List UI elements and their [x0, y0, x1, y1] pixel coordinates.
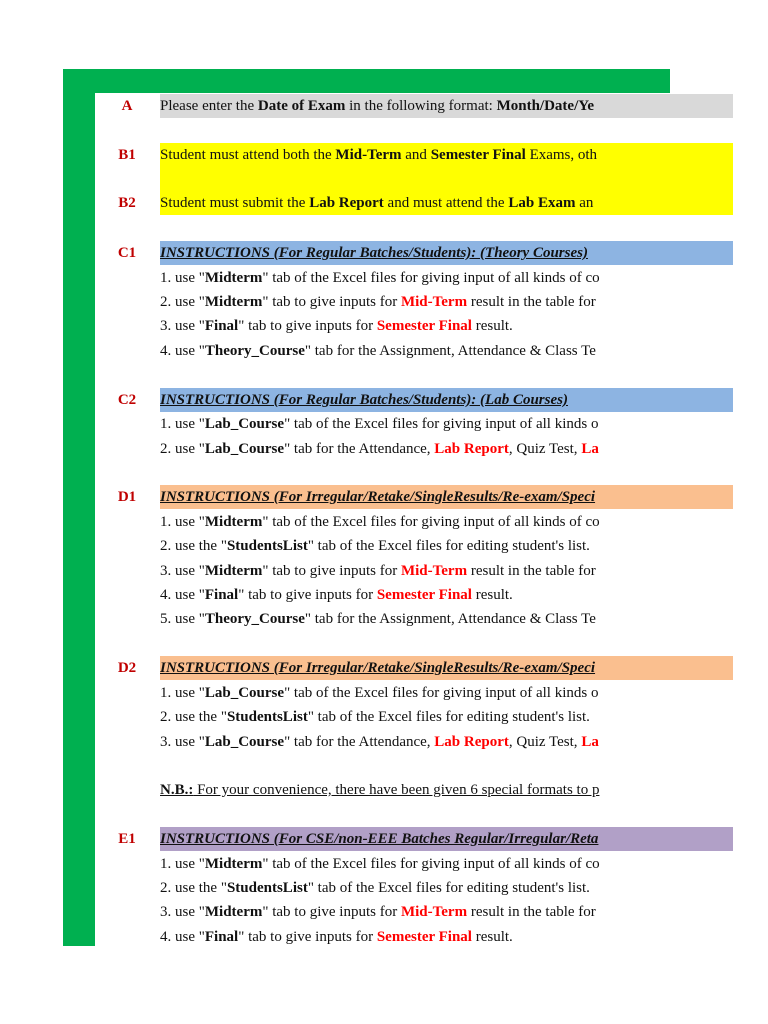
- attendance-rule-lab-segment: an: [575, 195, 594, 211]
- e1-step-2-segment: StudentsList: [226, 880, 308, 896]
- d1-step-3-segment: Midterm: [204, 563, 263, 579]
- d1-step-2: [160, 534, 670, 558]
- attendance-rule-lab: [160, 191, 733, 215]
- d2-step-1: [160, 681, 670, 705]
- special-formats-note: [160, 778, 670, 802]
- d1-step-2-segment: StudentsList: [226, 538, 308, 554]
- sheet-left-border: [63, 69, 95, 946]
- d2-section-header: [160, 656, 733, 680]
- c1-step-2-segment: " tab to give inputs for: [262, 294, 401, 310]
- attendance-rule-theory-text-segment: Exams, oth: [525, 147, 598, 163]
- d2-step-1-segment: Lab_Course: [204, 685, 285, 701]
- d1-step-4: [160, 583, 670, 607]
- d1-step-1-segment: Midterm: [204, 514, 263, 530]
- d1-step-4-segment: Semester Final: [376, 587, 472, 603]
- date-format-instruction-segment: Date of Exam: [257, 98, 346, 114]
- c1-step-2-segment: 2. use ": [160, 294, 205, 310]
- date-format-instruction-segment: in the following format:: [345, 98, 497, 114]
- d1-step-5-segment: Theory_Course: [204, 611, 305, 627]
- d1-section-header-segment: INSTRUCTIONS (For Irregular/Retake/SingleResults/Re-exam/Speci: [160, 489, 596, 505]
- d1-step-5: [160, 607, 670, 631]
- attendance-rule-lab-segment: Lab Report: [309, 195, 384, 211]
- row-code-e1: E1: [118, 831, 136, 847]
- attendance-rule-theory-text-segment: Semester Final: [430, 147, 526, 163]
- attendance-rule-theory-text-segment: and: [401, 147, 431, 163]
- e1-step-4-segment: " tab to give inputs for: [238, 929, 377, 945]
- date-format-instruction: [160, 94, 733, 118]
- attendance-rule-theory-text-segment: Mid-Term: [335, 147, 402, 163]
- d1-step-1-segment: " tab of the Excel files for giving input of all kinds of co: [262, 514, 600, 530]
- d2-step-3-segment: 3. use ": [160, 734, 205, 750]
- d1-step-3-segment: " tab to give inputs for: [262, 563, 401, 579]
- d1-step-1: [160, 510, 670, 534]
- c1-step-2-segment: result in the table for: [467, 294, 596, 310]
- d2-step-3-segment: La: [581, 734, 599, 750]
- c1-step-4-segment: " tab for the Assignment, Attendance & Class Te: [304, 343, 596, 359]
- c2-step-2-segment: Lab Report: [434, 441, 509, 457]
- e1-step-3-segment: Mid-Term: [400, 904, 468, 920]
- d1-step-3-segment: 3. use ": [160, 563, 205, 579]
- e1-step-2-segment: " tab of the Excel files for editing student's list.: [307, 880, 590, 896]
- d2-step-2-segment: 2. use the ": [160, 709, 227, 725]
- c1-step-2-segment: Mid-Term: [400, 294, 468, 310]
- e1-step-4: [160, 925, 670, 949]
- e1-step-1-segment: " tab of the Excel files for giving input of all kinds of co: [262, 856, 600, 872]
- d1-step-4-segment: " tab to give inputs for: [238, 587, 377, 603]
- d1-step-5-segment: 5. use ": [160, 611, 205, 627]
- d1-step-1-segment: 1. use ": [160, 514, 205, 530]
- c1-step-3-segment: 3. use ": [160, 318, 205, 334]
- e1-step-3-segment: Midterm: [204, 904, 263, 920]
- c1-step-4-segment: 4. use ": [160, 343, 205, 359]
- e1-step-3-segment: " tab to give inputs for: [262, 904, 401, 920]
- e1-step-1-segment: 1. use ": [160, 856, 205, 872]
- c2-section-header-segment: INSTRUCTIONS (For Regular Batches/Students): (Lab Courses): [160, 392, 568, 408]
- d2-step-2-segment: " tab of the Excel files for editing student's list.: [307, 709, 590, 725]
- row-code-c1: C1: [117, 245, 137, 261]
- e1-step-1-segment: Midterm: [204, 856, 263, 872]
- c2-step-1-segment: 1. use ": [160, 416, 205, 432]
- d2-step-3: [160, 730, 670, 754]
- e1-step-3: [160, 900, 670, 924]
- c2-step-2-segment: 2. use ": [160, 441, 205, 457]
- c2-step-1-segment: Lab_Course: [204, 416, 285, 432]
- c2-step-1-segment: " tab of the Excel files for giving input of all kinds o: [284, 416, 599, 432]
- c2-step-2-segment: Lab_Course: [204, 441, 285, 457]
- d1-step-2-segment: 2. use the ": [160, 538, 227, 554]
- d1-step-5-segment: " tab for the Assignment, Attendance & Class Te: [304, 611, 596, 627]
- attendance-rule-lab-segment: Lab Exam: [508, 195, 576, 211]
- attendance-rule-theory-text: [160, 147, 597, 163]
- c1-step-1-segment: 1. use ": [160, 270, 205, 286]
- c2-section-header: [160, 388, 733, 412]
- d1-step-3-segment: result in the table for: [467, 563, 596, 579]
- c1-step-1-segment: " tab of the Excel files for giving input of all kinds of co: [262, 270, 600, 286]
- d2-step-3-segment: , Quiz Test,: [508, 734, 582, 750]
- d2-step-1-segment: " tab of the Excel files for giving input of all kinds o: [284, 685, 599, 701]
- sheet-top-border: [63, 69, 670, 93]
- c1-step-1: [160, 266, 670, 290]
- e1-section-header-segment: INSTRUCTIONS (For CSE/non-EEE Batches Regular/Irregular/Reta: [160, 831, 599, 847]
- c2-step-2-segment: La: [581, 441, 599, 457]
- d2-step-3-segment: " tab for the Attendance,: [284, 734, 435, 750]
- c2-step-2-segment: " tab for the Attendance,: [284, 441, 435, 457]
- e1-step-1: [160, 852, 670, 876]
- d2-section-header-segment: INSTRUCTIONS (For Irregular/Retake/SingleResults/Re-exam/Speci: [160, 660, 596, 676]
- c1-step-2-segment: Midterm: [204, 294, 263, 310]
- c1-step-3-segment: result.: [471, 318, 513, 334]
- c2-step-2-segment: , Quiz Test,: [508, 441, 582, 457]
- e1-step-3-segment: result in the table for: [467, 904, 596, 920]
- d2-step-1-segment: 1. use ": [160, 685, 205, 701]
- c1-step-3-segment: Final: [204, 318, 239, 334]
- attendance-rule-theory-text-segment: Student must attend both the: [160, 147, 336, 163]
- row-code-a: A: [121, 98, 133, 114]
- attendance-rule-lab-segment: Student must submit the: [160, 195, 310, 211]
- c2-step-1: [160, 412, 670, 436]
- d1-section-header: [160, 485, 733, 509]
- date-format-instruction-segment: Please enter the: [160, 98, 258, 114]
- attendance-rule-theory: [160, 143, 733, 191]
- date-format-instruction-segment: Month/Date/Ye: [496, 98, 595, 114]
- e1-step-4-segment: Semester Final: [376, 929, 472, 945]
- d1-step-3-segment: Mid-Term: [400, 563, 468, 579]
- c1-section-header-segment: INSTRUCTIONS (For Regular Batches/Students): (Theory Courses): [160, 245, 588, 261]
- c1-section-header: [160, 241, 733, 265]
- e1-step-4-segment: result.: [471, 929, 513, 945]
- d1-step-4-segment: 4. use ": [160, 587, 205, 603]
- d2-step-3-segment: Lab Report: [434, 734, 509, 750]
- e1-step-4-segment: 4. use ": [160, 929, 205, 945]
- e1-section-header: [160, 827, 733, 851]
- row-code-d2: D2: [117, 660, 137, 676]
- attendance-rule-lab-segment: and must attend the: [383, 195, 509, 211]
- c1-step-2: [160, 290, 670, 314]
- d1-step-2-segment: " tab of the Excel files for editing student's list.: [307, 538, 590, 554]
- c1-step-4-segment: Theory_Course: [204, 343, 305, 359]
- c1-step-4: [160, 339, 670, 363]
- special-formats-note-segment: N.B.:: [160, 782, 194, 798]
- c1-step-1-segment: Midterm: [204, 270, 263, 286]
- d2-step-2: [160, 705, 670, 729]
- e1-step-3-segment: 3. use ": [160, 904, 205, 920]
- e1-step-2-segment: 2. use the ": [160, 880, 227, 896]
- e1-step-2: [160, 876, 670, 900]
- c1-step-3-segment: Semester Final: [376, 318, 472, 334]
- e1-step-4-segment: Final: [204, 929, 239, 945]
- d2-step-2-segment: StudentsList: [226, 709, 308, 725]
- d1-step-4-segment: result.: [471, 587, 513, 603]
- row-code-b1: B1: [118, 147, 136, 163]
- d1-step-4-segment: Final: [204, 587, 239, 603]
- c2-step-2: [160, 437, 670, 461]
- row-code-c2: C2: [117, 392, 137, 408]
- d1-step-3: [160, 559, 670, 583]
- special-formats-note-segment: For your convenience, there have been given 6 special formats to p: [193, 782, 600, 798]
- c1-step-3-segment: " tab to give inputs for: [238, 318, 377, 334]
- row-code-b2: B2: [118, 195, 136, 211]
- c1-step-3: [160, 314, 670, 338]
- d2-step-3-segment: Lab_Course: [204, 734, 285, 750]
- row-code-d1: D1: [117, 489, 137, 505]
